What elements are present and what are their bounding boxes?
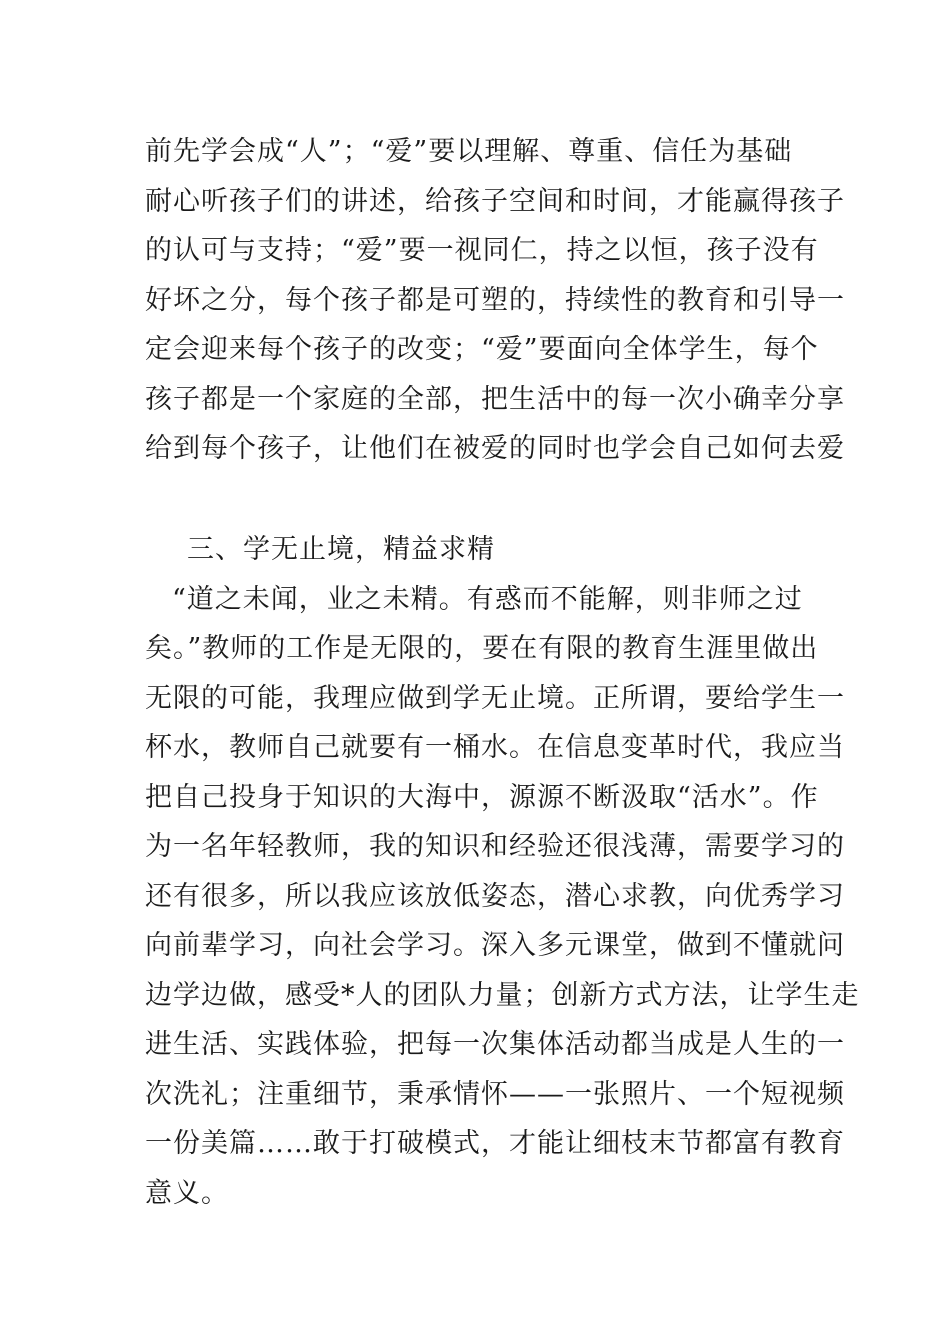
text-line: 耐心听孩子们的讲述，给孩子空间和时间，才能赢得孩子 bbox=[145, 186, 845, 217]
text-line: 的认可与支持；“爱”要一视同仁，持之以恒，孩子没有 bbox=[145, 235, 819, 266]
text-line: 向前辈学习，向社会学习。深入多元课堂，做到不懂就问 bbox=[145, 930, 845, 961]
text-line: 好坏之分，每个孩子都是可塑的，持续性的教育和引导一 bbox=[145, 285, 845, 316]
text-line: 还有很多，所以我应该放低姿态，潜心求教，向优秀学习 bbox=[145, 881, 845, 912]
text-line: 孩子都是一个家庭的全部，把生活中的每一次小确幸分享 bbox=[145, 384, 845, 415]
text-line: 一份美篇……敢于打破模式，才能让细枝末节都富有教育 bbox=[145, 1128, 845, 1159]
text-line: 无限的可能，我理应做到学无止境。正所谓，要给学生一 bbox=[145, 683, 845, 714]
text-line: 次洗礼；注重细节，秉承情怀——一张照片、一个短视频 bbox=[145, 1079, 845, 1110]
text-line: 进生活、实践体验，把每一次集体活动都当成是人生的一 bbox=[145, 1029, 845, 1060]
text-line: 杯水，教师自己就要有一桶水。在信息变革时代，我应当 bbox=[145, 732, 845, 763]
section-heading: 三、学无止境，精益求精 bbox=[187, 534, 495, 565]
text-line: 意义。 bbox=[145, 1178, 229, 1209]
text-line: 前先学会成“人”；“爱”要以理解、尊重、信任为基础 bbox=[145, 136, 793, 167]
text-line: 为一名年轻教师，我的知识和经验还很浅薄，需要学习的 bbox=[145, 831, 845, 862]
text-line: 矣。”教师的工作是无限的，要在有限的教育生涯里做出 bbox=[145, 633, 819, 664]
text-line: 边学边做，感受*人的团队力量；创新方式方法，让学生走 bbox=[145, 980, 860, 1011]
text-line: 把自己投身于知识的大海中，源源不断汲取“活水”。作 bbox=[145, 782, 819, 813]
text-line: “道之未闻，业之未精。有惑而不能解，则非师之过 bbox=[172, 584, 803, 615]
text-line: 定会迎来每个孩子的改变；“爱”要面向全体学生，每个 bbox=[145, 334, 819, 365]
text-line: 给到每个孩子，让他们在被爱的同时也学会自己如何去爱 bbox=[145, 433, 845, 464]
